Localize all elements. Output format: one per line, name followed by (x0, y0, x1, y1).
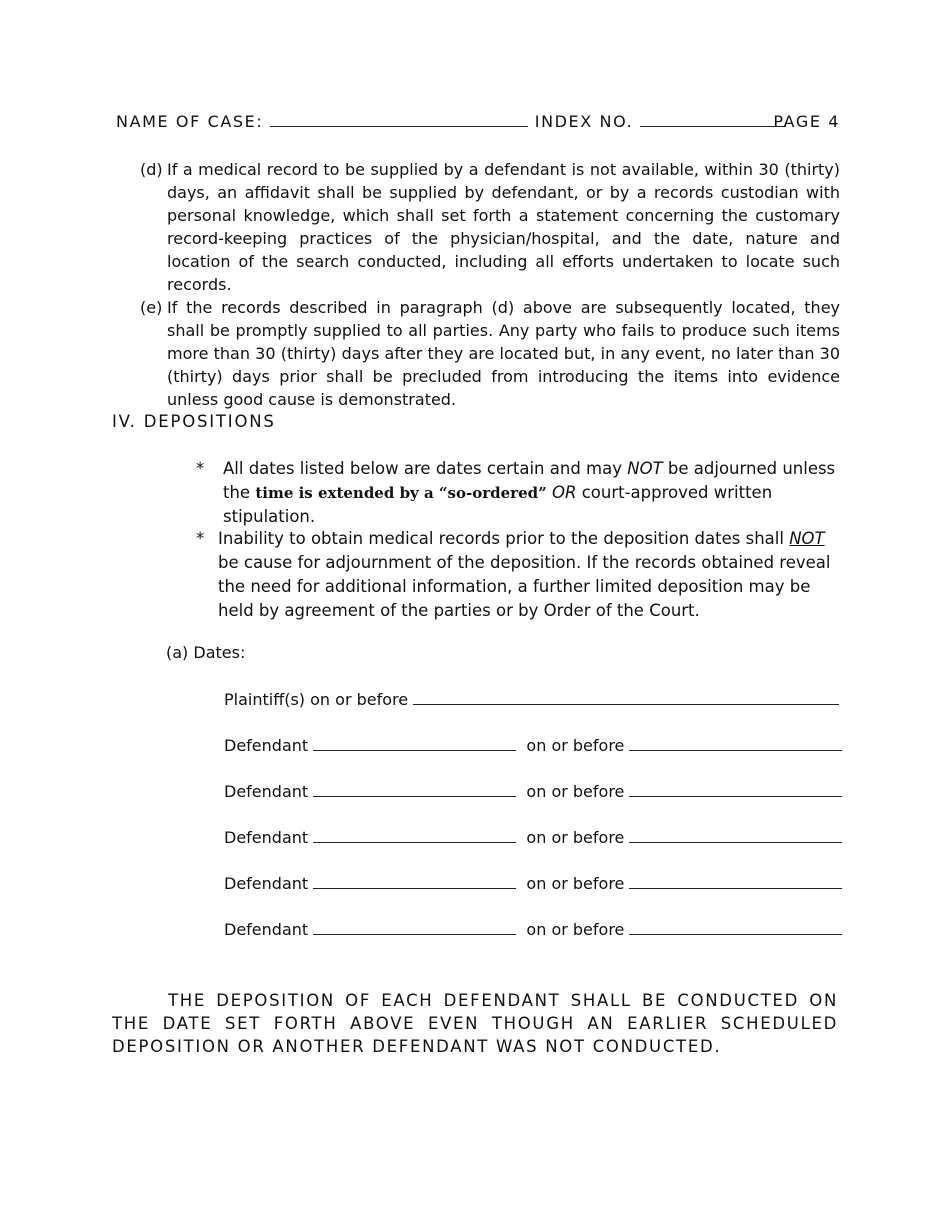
bullet-medical-records (196, 527, 841, 623)
defendant-label: Defendant (224, 920, 309, 939)
page-number: PAGE 4 (773, 112, 840, 131)
paragraph-e-label: (e) (140, 298, 163, 317)
defendant-date-row (224, 782, 842, 801)
defendant-date-row (224, 736, 842, 755)
defendant-name-blank[interactable] (313, 782, 516, 797)
defendant-name-blank[interactable] (313, 736, 516, 751)
paragraph-e-text: If the records described in paragraph (d) above are subsequently located, they shall be promptly supplied to all parties. Any party who fails to produce such items more than 30 (thirty) days after they are located but, in any event, no later than 30 (thirty) days prior shall be precluded from introducing the items into evidence unless good cause is demonstrated. (167, 298, 840, 409)
dates-label: (a) Dates: (166, 643, 246, 662)
plaintiff-date-row (224, 690, 839, 709)
emphasis-not: NOT (627, 459, 663, 478)
bullet-star: * (196, 459, 205, 478)
defendant-date-row (224, 874, 842, 893)
plaintiff-date-blank[interactable] (413, 690, 839, 705)
section-title: IV. DEPOSITIONS (112, 412, 276, 431)
emphasis-not: NOT (789, 529, 825, 548)
on-or-before-label: on or before (526, 782, 625, 801)
defendant-date-blank[interactable] (629, 782, 842, 797)
defendant-label: Defendant (224, 736, 309, 755)
bullet-text-part: be cause for adjournment of the deposition. If the records obtained reveal the need for additional information, a further limited deposition may be held by agreement of the parties or by Order of the Court. (218, 553, 831, 620)
bullet-text-part: be adjourned unless the (223, 459, 836, 502)
paragraph-d-label: (d) (140, 160, 163, 179)
index-no-label: INDEX NO. (534, 112, 634, 131)
paragraph-d-text: If a medical record to be supplied by a defendant is not available, within 30 (thirty) days, an affidavit shall be supplied by defendant, or by a records custodian with personal knowledge, which shall set forth a statement concerning the customary record-keeping practices of the physician/hospital, and the date, nature and location of the search conducted, including all efforts undertaken to locate such records. (167, 160, 840, 294)
case-name-label: NAME OF CASE: (116, 112, 264, 131)
bullet-star: * (196, 529, 205, 548)
paragraph-d (140, 158, 840, 296)
defendant-date-row (224, 920, 842, 939)
page-header (116, 112, 840, 131)
defendant-date-row (224, 828, 842, 847)
bullet-text (223, 457, 841, 529)
defendant-date-blank[interactable] (629, 920, 842, 935)
bullet-text-part: court-approved written stipulation. (223, 483, 773, 526)
closing-text: THE DEPOSITION OF EACH DEFENDANT SHALL BE CONDUCTED ON THE DATE SET FORTH ABOVE EVEN THOUGH AN EARLIER SCHEDULED DEPOSITION OR ANOTHER DEFENDANT WAS NOT CONDUCTED. (112, 991, 838, 1056)
paragraph-e (140, 296, 840, 411)
bullet-text-part: Inability to obtain medical records prior to the deposition dates shall (218, 529, 790, 548)
defendant-name-blank[interactable] (313, 920, 516, 935)
bullet-text-part: All dates listed below are dates certain and may (223, 459, 628, 478)
defendant-label: Defendant (224, 874, 309, 893)
on-or-before-label: on or before (526, 920, 625, 939)
closing-statement (112, 989, 838, 1058)
bullet-dates-certain (196, 457, 841, 529)
defendant-name-blank[interactable] (313, 874, 516, 889)
defendant-date-blank[interactable] (629, 828, 842, 843)
bold-phrase: time is extended by a “so-ordered” (255, 484, 547, 502)
defendant-label: Defendant (224, 828, 309, 847)
bullet-text (218, 527, 841, 623)
defendant-name-blank[interactable] (313, 828, 516, 843)
defendant-date-blank[interactable] (629, 874, 842, 889)
on-or-before-label: on or before (526, 828, 625, 847)
defendant-date-blank[interactable] (629, 736, 842, 751)
case-name-blank (270, 112, 528, 127)
index-no-blank (640, 112, 786, 127)
on-or-before-label: on or before (526, 874, 625, 893)
emphasis-or: OR (552, 483, 577, 502)
plaintiff-label: Plaintiff(s) on or before (224, 690, 409, 709)
on-or-before-label: on or before (526, 736, 625, 755)
defendant-label: Defendant (224, 782, 309, 801)
